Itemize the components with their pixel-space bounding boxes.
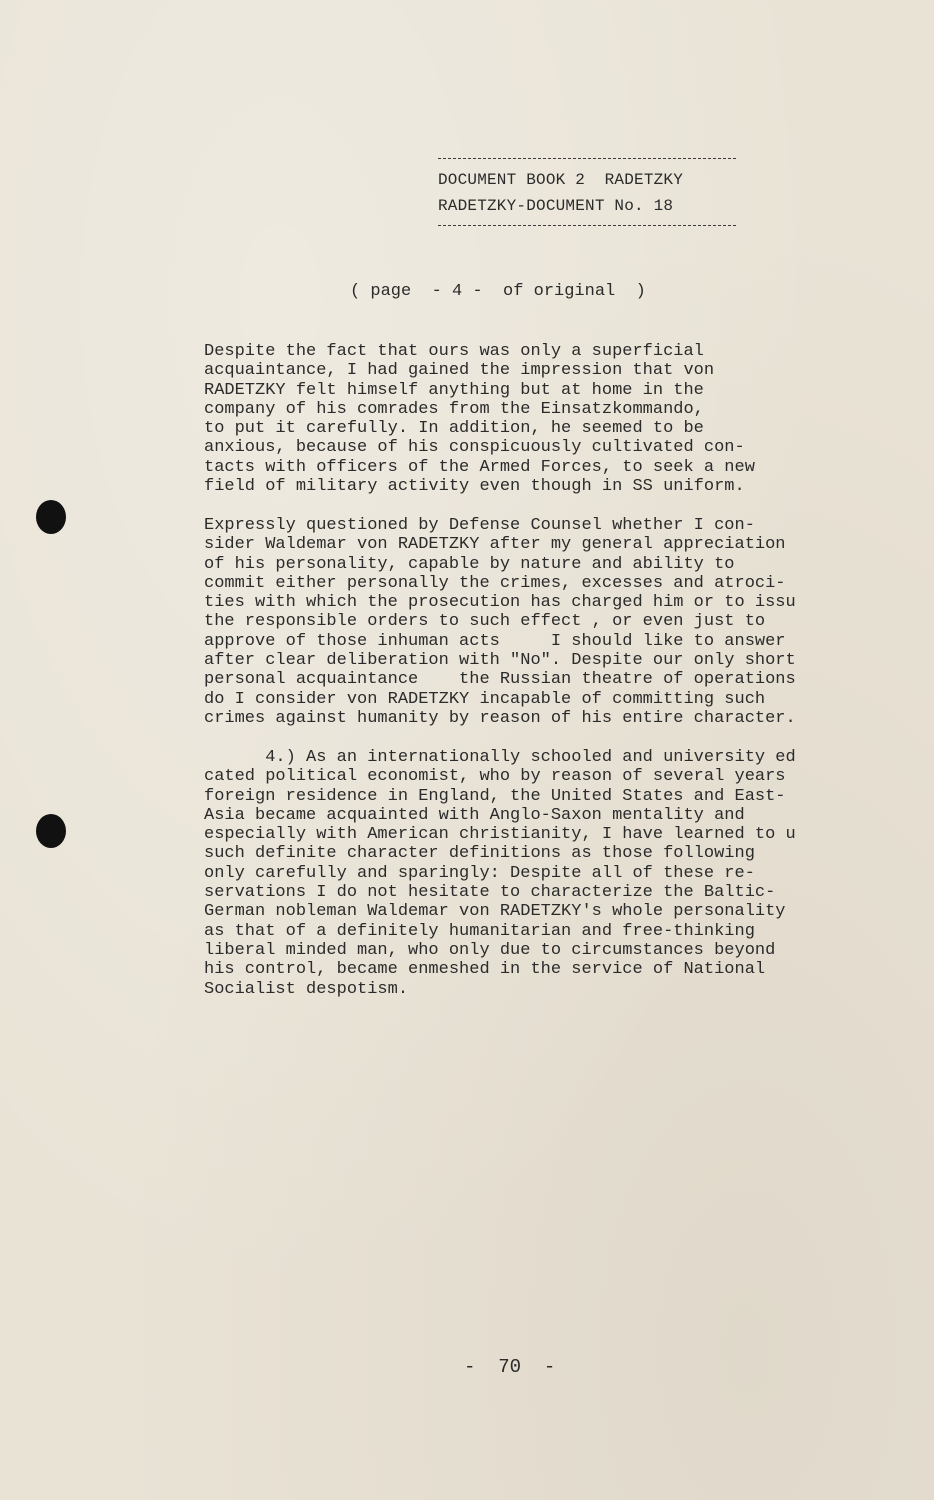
text-line: RADETZKY felt himself anything but at home in the [204,380,704,400]
header-document-line: RADETZKY-DOCUMENT No. 18 [438,197,674,215]
text-line: personal acquaintance the Russian theatre of operations [204,670,796,690]
text-line: Asia became acquainted with Anglo-Saxon mentality and [204,805,745,825]
text-line: especially with American christianity, I have learned to u [204,825,796,845]
text-line: field of military activity even though in SS uniform. [204,477,745,497]
text-line: Despite the fact that ours was only a superficial [204,342,704,361]
text-line: only carefully and sparingly: Despite all of these re- [204,863,755,883]
text-line: as that of a definitely humanitarian and free-thinking [204,921,755,941]
text-line: the responsible orders to such effect , or even just to [204,612,766,632]
text-line: commit either personally the crimes, excesses and atroci- [204,573,786,593]
text-line: such definite character definitions as those following [204,844,755,864]
punch-hole [36,814,66,848]
text-line: German nobleman Waldemar von RADETZKY's whole personality [204,902,786,922]
text-line: his control, became enmeshed in the service of National [204,960,766,980]
text-line: of his personality, capable by nature and ability to [204,554,735,574]
page-number: - 70 - [464,1356,556,1378]
header-top-rule [438,158,736,159]
text-line: Socialist despotism. [204,979,409,999]
paragraph-2 [204,516,904,728]
text-line: ties with which the prosecution has charged him or to issu [204,593,796,613]
text-line: 4.) As an internationally schooled and university ed [204,748,796,767]
text-line: foreign residence in England, the United States and East- [204,786,786,806]
original-page-reference: ( page - 4 - of original ) [350,282,646,301]
text-line: cated political economist, who by reason of several years [204,767,786,787]
paragraph-1 [204,342,904,496]
text-line: acquaintance, I had gained the impression that von [204,361,715,381]
document-header [438,158,738,226]
text-line: liberal minded man, who only due to circumstances beyond [204,940,776,960]
punch-hole [36,500,66,534]
text-line: company of his comrades from the Einsatzkommando, [204,399,704,419]
text-line: anxious, because of his conspicuously cultivated con- [204,438,745,458]
text-line: to put it carefully. In addition, he seemed to be [204,419,704,439]
text-line: approve of those inhuman acts I should like to answer [204,631,786,651]
text-line: do I consider von RADETZKY incapable of committing such [204,689,766,709]
paragraph-3 [204,748,904,999]
text-line: sider Waldemar von RADETZKY after my general appreciation [204,535,786,555]
text-line: servations I do not hesitate to characterize the Baltic- [204,883,776,903]
text-line: crimes against humanity by reason of his entire character. [204,708,796,728]
header-book-line: DOCUMENT BOOK 2 RADETZKY [438,171,684,189]
text-line: Expressly questioned by Defense Counsel whether I con- [204,516,755,535]
header-bottom-rule [438,225,736,226]
text-line: tacts with officers of the Armed Forces, to seek a new [204,457,755,477]
text-line: after clear deliberation with "No". Despite our only short [204,651,796,671]
